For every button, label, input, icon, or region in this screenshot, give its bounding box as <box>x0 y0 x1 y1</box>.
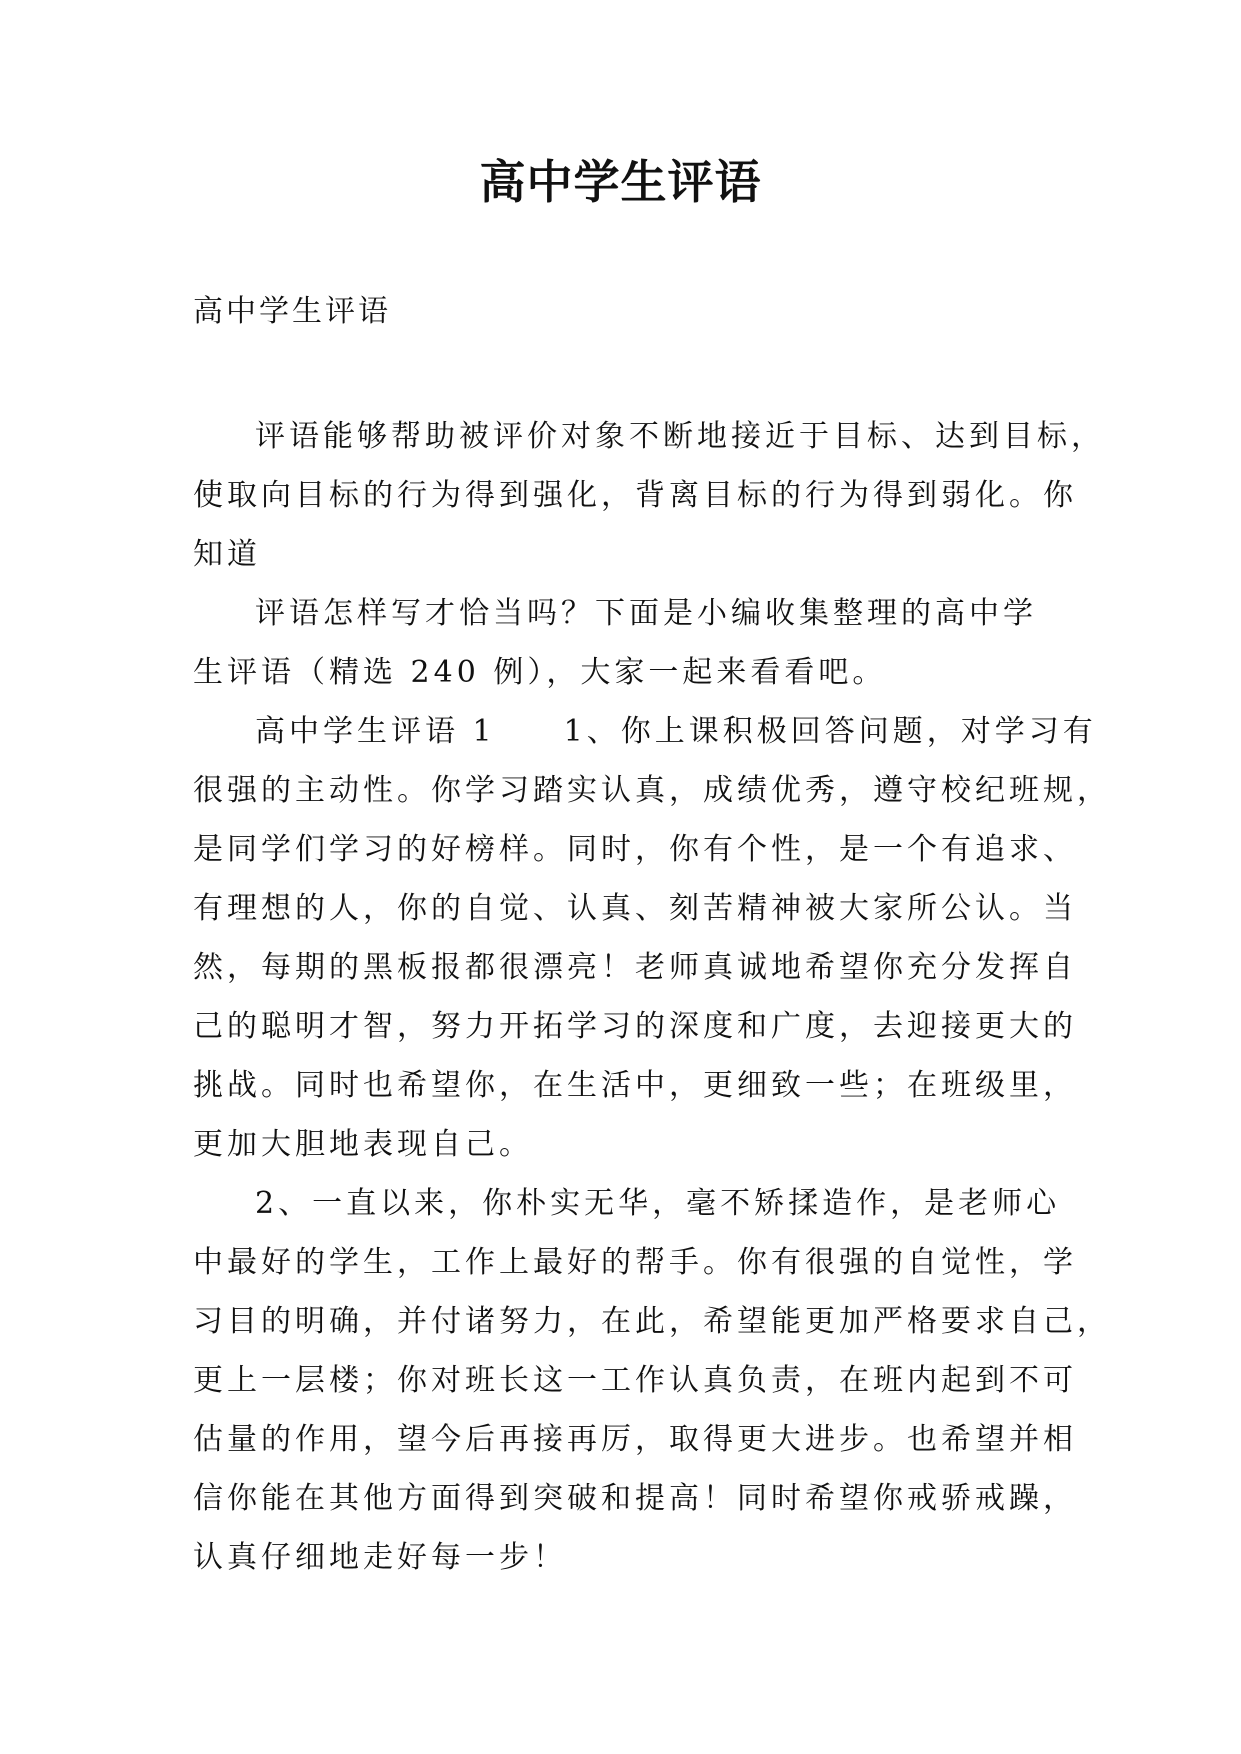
document-title: 高中学生评语 <box>479 155 762 209</box>
paragraph-line: 使取向目标的行为得到强化，背离目标的行为得到弱化。你 <box>193 478 1077 513</box>
paragraph-line: 2、一直以来，你朴实无华，毫不矫揉造作，是老师心 <box>255 1186 1061 1221</box>
paragraph-line: 己的聪明才智，努力开拓学习的深度和广度，去迎接更大的 <box>193 1009 1077 1044</box>
paragraph-line: 评语怎样写才恰当吗？下面是小编收集整理的高中学 <box>255 596 1037 631</box>
paragraph-line: 很强的主动性。你学习踏实认真，成绩优秀，遵守校纪班规， <box>193 773 1111 808</box>
paragraph-line: 高中学生评语 1 1、你上课积极回答问题，对学习有 <box>255 714 1097 749</box>
paragraph-line: 生评语（精选 240 例），大家一起来看看吧。 <box>193 655 887 690</box>
paragraph-line: 有理想的人，你的自觉、认真、刻苦精神被大家所公认。当 <box>193 891 1077 926</box>
paragraph-line: 评语能够帮助被评价对象不断地接近于目标、达到目标， <box>255 419 1105 454</box>
paragraph-line: 然，每期的黑板报都很漂亮！老师真诚地希望你充分发挥自 <box>193 950 1077 985</box>
document-body <box>193 407 1111 1587</box>
paragraph-line: 中最好的学生，工作上最好的帮手。你有很强的自觉性，学 <box>193 1245 1077 1280</box>
paragraph-line: 知道 <box>193 537 261 572</box>
paragraph-line: 习目的明确，并付诸努力，在此，希望能更加严格要求自己， <box>193 1304 1111 1339</box>
paragraph-line: 挑战。同时也希望你，在生活中，更细致一些；在班级里， <box>193 1068 1077 1103</box>
paragraph-line: 更上一层楼；你对班长这一工作认真负责，在班内起到不可 <box>193 1363 1077 1398</box>
paragraph-line: 认真仔细地走好每一步！ <box>193 1540 567 1575</box>
paragraph-line: 估量的作用，望今后再接再厉，取得更大进步。也希望并相 <box>193 1422 1077 1457</box>
paragraph-line: 更加大胆地表现自己。 <box>193 1127 533 1162</box>
paragraph-line: 是同学们学习的好榜样。同时，你有个性，是一个有追求、 <box>193 832 1077 867</box>
document-subtitle: 高中学生评语 <box>193 294 391 329</box>
paragraph-line: 信你能在其他方面得到突破和提高！同时希望你戒骄戒躁， <box>193 1481 1077 1516</box>
